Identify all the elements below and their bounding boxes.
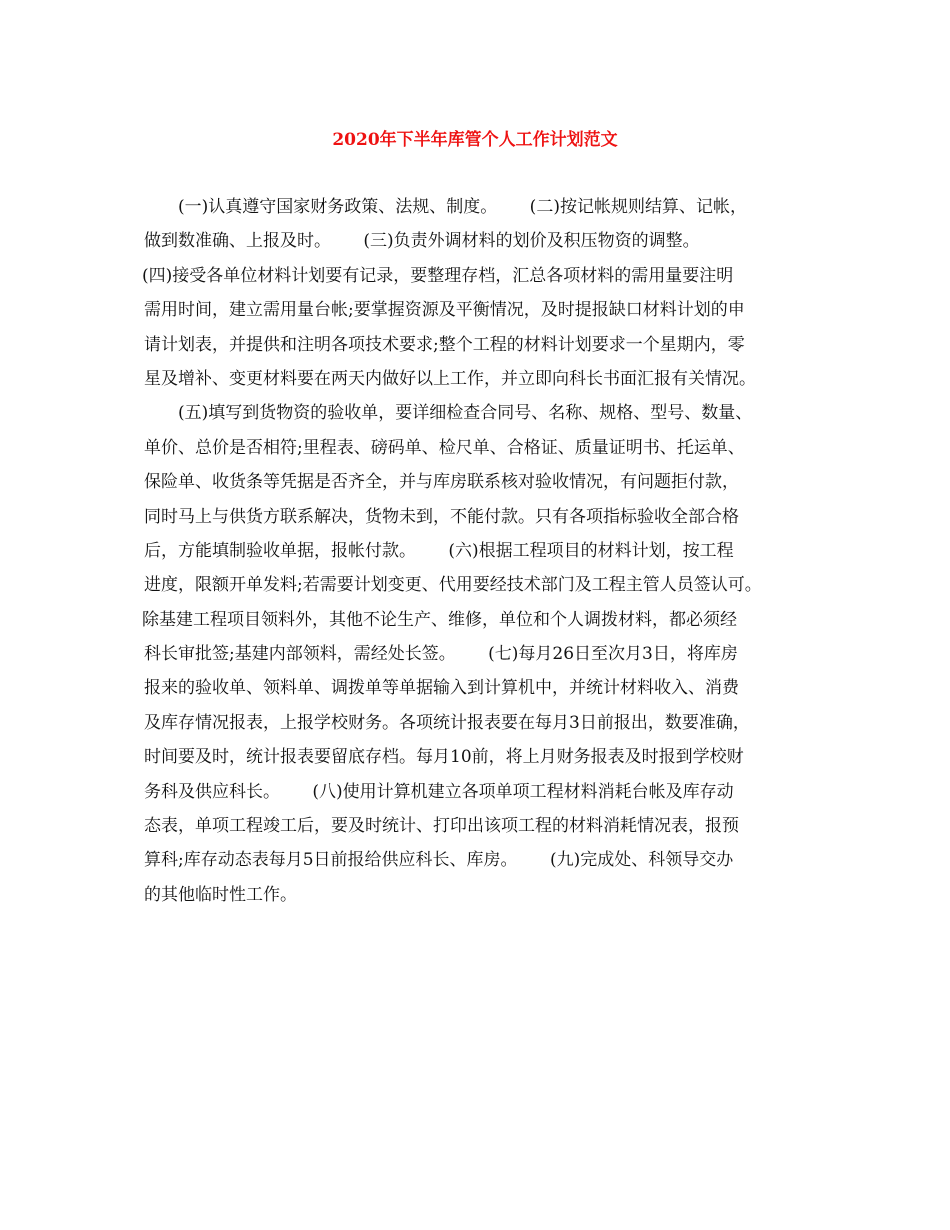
document-body — [144, 194, 814, 916]
body-line: 保险单、收货条等凭据是否齐全，并与库房联系核对验收情况，有问题拒付款， — [144, 472, 739, 493]
body-line: 同时马上与供货方联系解决，货物未到，不能付款。只有各项指标验收全部合格 — [144, 506, 739, 527]
body-line: 星及增补、变更材料要在两天内做好以上工作，并立即向科长书面汇报有关情况。 — [144, 368, 756, 389]
body-line: 做到数准确、上报及时。 (三)负责外调材料的划价及积压物资的调整。 — [144, 231, 700, 252]
body-line: 态表，单项工程竣工后，要及时统计、打印出该项工程的材料消耗情况表，报预 — [144, 816, 739, 837]
document-title: 2020年下半年库管个人工作计划范文 — [332, 130, 618, 150]
body-line: 算科;库存动态表每月5日前报给供应科长、库房。 (九)完成处、科领导交办 — [144, 850, 734, 871]
body-line: 需用时间，建立需用量台帐;要掌握资源及平衡情况，及时提报缺口材料计划的申 — [144, 300, 745, 321]
body-line: 时间要及时，统计报表要留底存档。每月10前，将上月财务报表及时报到学校财 — [144, 747, 744, 768]
body-line: (五)填写到货物资的验收单，要详细检查合同号、名称、规格、型号、数量、 — [178, 403, 753, 424]
body-line: 进度，限额开单发料;若需要计划变更、代用要经技术部门及工程主管人员签认可。 — [144, 575, 762, 596]
body-line: 及库存情况报表，上报学校财务。各项统计报表要在每月3日前报出，数要准确， — [144, 712, 750, 733]
body-line: 单价、总价是否相符;里程表、磅码单、检尺单、合格证、质量证明书、托运单、 — [144, 437, 745, 458]
body-line: 务科及供应科长。 (八)使用计算机建立各项单项工程材料消耗台帐及库存动 — [144, 781, 734, 802]
body-line: 请计划表，并提供和注明各项技术要求;整个工程的材料计划要求一个星期内，零 — [144, 334, 745, 355]
body-line: 的其他临时性工作。 — [144, 884, 297, 905]
body-line: 报来的验收单、领料单、调拨单等单据输入到计算机中，并统计材料收入、消费 — [144, 678, 739, 699]
body-line: 后，方能填制验收单据，报帐付款。 (六)根据工程项目的材料计划，按工程 — [144, 540, 734, 561]
body-line: 科长审批签;基建内部领料，需经处长签。 (七)每月26日至次月3日，将库房 — [144, 644, 738, 665]
body-line: (四)接受各单位材料计划要有记录，要整理存档，汇总各项材料的需用量要注明 — [142, 265, 734, 286]
body-line: 除基建工程项目领料外，其他不论生产、维修，单位和个人调拨材料，都必须经 — [142, 609, 737, 630]
body-line: (一)认真遵守国家财务政策、法规、制度。 (二)按记帐规则结算、记帐， — [178, 197, 747, 217]
